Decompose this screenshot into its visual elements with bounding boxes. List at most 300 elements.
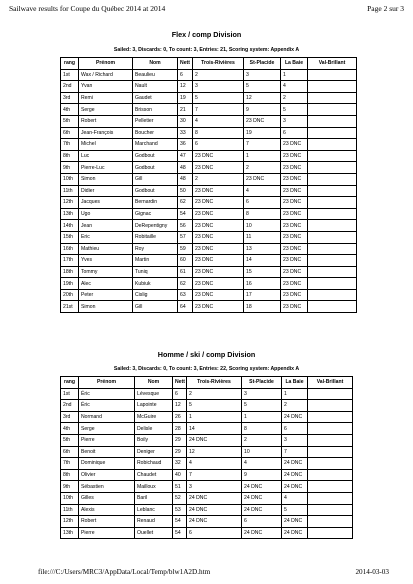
trois-rivieres-cell: 23 DNC (193, 255, 244, 267)
table-row (61, 220, 357, 232)
rank-cell: 11th (61, 185, 79, 197)
st-placide-cell: 18 (244, 301, 281, 313)
table-row (61, 446, 353, 458)
trois-rivieres-cell: 24 DNC (187, 504, 242, 516)
nett-cell: 12 (178, 81, 193, 93)
val-brillant-cell (308, 81, 357, 93)
rank-cell: 9th (61, 162, 79, 174)
la-baie-cell: 23 DNC (281, 278, 308, 290)
val-brillant-cell (308, 458, 353, 470)
trois-rivieres-cell: 23 DNC (193, 243, 244, 255)
first-name-cell: Yves (79, 255, 133, 267)
nett-cell: 40 (173, 469, 187, 481)
table-row (61, 243, 357, 255)
trois-rivieres-cell: 5 (193, 92, 244, 104)
la-baie-cell: 2 (281, 92, 308, 104)
trois-rivieres-cell: 2 (193, 69, 244, 81)
nett-cell: 12 (173, 400, 187, 412)
val-brillant-cell (308, 446, 353, 458)
nett-cell: 59 (178, 243, 193, 255)
table-row (61, 139, 357, 151)
val-brillant-cell (308, 127, 357, 139)
last-name-cell: Baril (135, 492, 173, 504)
rank-cell: 20th (61, 289, 79, 301)
rank-cell: 6th (61, 446, 79, 458)
table-row (61, 255, 357, 267)
division-summary-flex: Sailed: 3, Discards: 0, To count: 3, Entries: 21, Scoring system: Appendix A (113, 47, 300, 53)
results-table-flex (60, 57, 357, 313)
rank-cell: 14th (61, 220, 79, 232)
trois-rivieres-cell: 14 (187, 423, 242, 435)
rank-cell: 15th (61, 231, 79, 243)
val-brillant-cell (308, 469, 353, 481)
last-name-cell: McGuire (135, 411, 173, 423)
st-placide-cell: 6 (242, 516, 282, 528)
la-baie-cell: 23 DNC (281, 301, 308, 313)
rank-cell: 4th (61, 423, 79, 435)
table-row (61, 289, 357, 301)
table-row (61, 92, 357, 104)
st-placide-cell: 3 (244, 69, 281, 81)
table-row (61, 516, 353, 528)
rank-cell: 11th (61, 504, 79, 516)
st-placide-cell: 9 (242, 469, 282, 481)
table-header-row (61, 377, 353, 389)
first-name-cell: Benoit (79, 446, 135, 458)
la-baie-cell: 23 DNC (281, 231, 308, 243)
nett-cell: 53 (173, 504, 187, 516)
nett-cell: 62 (178, 197, 193, 209)
val-brillant-cell (308, 423, 353, 435)
print-header (9, 4, 404, 14)
nett-cell: 29 (173, 446, 187, 458)
la-baie-cell: 3 (281, 115, 308, 127)
first-name-cell: Robert (79, 516, 135, 528)
table-row (61, 115, 357, 127)
trois-rivieres-cell: 24 DNC (187, 492, 242, 504)
val-brillant-cell (308, 504, 353, 516)
first-name-cell: Serge (79, 104, 133, 116)
table-row (61, 423, 353, 435)
trois-rivieres-cell: 2 (193, 173, 244, 185)
rank-cell: 17th (61, 255, 79, 267)
val-brillant-cell (308, 481, 353, 493)
first-name-cell: Ugo (79, 208, 133, 220)
table-row (61, 231, 357, 243)
st-placide-cell: 6 (244, 197, 281, 209)
first-name-cell: Olivier (79, 469, 135, 481)
nett-cell: 48 (178, 173, 193, 185)
rank-cell: 1st (61, 69, 79, 81)
st-placide-cell: 24 DNC (242, 481, 282, 493)
trois-rivieres-cell: 8 (193, 127, 244, 139)
nett-cell: 54 (178, 208, 193, 220)
last-name-cell: Cislig (133, 289, 178, 301)
nett-cell: 56 (178, 220, 193, 232)
table-row (61, 150, 357, 162)
st-placide-cell: 10 (244, 220, 281, 232)
last-name-cell: Robichaud (135, 458, 173, 470)
nett-cell: 54 (173, 527, 187, 539)
st-placide-cell: 4 (244, 185, 281, 197)
la-baie-cell: 4 (282, 492, 308, 504)
nett-cell: 47 (178, 150, 193, 162)
rank-cell: 21st (61, 301, 79, 313)
st-placide-cell: 19 (244, 127, 281, 139)
rank-cell: 7th (61, 139, 79, 151)
val-brillant-cell (308, 266, 357, 278)
nett-cell: 48 (178, 162, 193, 174)
rank-cell: 3rd (61, 411, 79, 423)
trois-rivieres-cell: 24 DNC (187, 434, 242, 446)
nett-cell: 63 (178, 289, 193, 301)
val-brillant-cell (308, 527, 353, 539)
first-name-cell: Remi (79, 92, 133, 104)
first-name-cell: Simon (79, 301, 133, 313)
la-baie-cell: 23 DNC (281, 243, 308, 255)
trois-rivieres-cell: 23 DNC (193, 208, 244, 220)
column-header: Prénom (79, 58, 133, 70)
last-name-cell: Chaudet (135, 469, 173, 481)
division-title-flex: Flex / comp Division (171, 30, 242, 39)
nett-cell: 61 (178, 266, 193, 278)
page-number: Page 2 sur 3 (367, 4, 404, 13)
table-row (61, 527, 353, 539)
st-placide-cell: 8 (244, 208, 281, 220)
last-name-cell: Renaud (135, 516, 173, 528)
first-name-cell: Sébastien (79, 481, 135, 493)
first-name-cell: Alec (79, 278, 133, 290)
table-row (61, 197, 357, 209)
last-name-cell: Brisson (133, 104, 178, 116)
trois-rivieres-cell: 6 (187, 527, 242, 539)
trois-rivieres-cell: 7 (187, 469, 242, 481)
trois-rivieres-cell: 23 DNC (193, 231, 244, 243)
trois-rivieres-cell: 2 (187, 388, 242, 400)
st-placide-cell: 16 (244, 278, 281, 290)
nett-cell: 6 (178, 69, 193, 81)
column-header: Trois-Rivières (193, 58, 244, 70)
val-brillant-cell (308, 115, 357, 127)
nett-cell: 30 (178, 115, 193, 127)
st-placide-cell: 2 (242, 434, 282, 446)
trois-rivieres-cell: 23 DNC (193, 197, 244, 209)
last-name-cell: Leblanc (135, 504, 173, 516)
nett-cell: 32 (173, 458, 187, 470)
table-row (61, 266, 357, 278)
last-name-cell: Boucher (133, 127, 178, 139)
la-baie-cell: 23 DNC (281, 289, 308, 301)
first-name-cell: Wax / Richard (79, 69, 133, 81)
table-row (61, 104, 357, 116)
first-name-cell: Gilles (79, 492, 135, 504)
la-baie-cell: 24 DNC (282, 481, 308, 493)
table-row (61, 185, 357, 197)
table-row (61, 481, 353, 493)
trois-rivieres-cell: 23 DNC (193, 162, 244, 174)
nett-cell: 21 (178, 104, 193, 116)
la-baie-cell: 5 (281, 104, 308, 116)
st-placide-cell: 3 (242, 388, 282, 400)
la-baie-cell: 3 (282, 434, 308, 446)
last-name-cell: Deniger (135, 446, 173, 458)
trois-rivieres-cell: 6 (193, 139, 244, 151)
nett-cell: 28 (173, 423, 187, 435)
la-baie-cell: 23 DNC (281, 150, 308, 162)
table-row (61, 469, 353, 481)
nett-cell: 51 (173, 481, 187, 493)
val-brillant-cell (308, 197, 357, 209)
first-name-cell: Éric (79, 388, 135, 400)
column-header: Val-Brillant (308, 58, 357, 70)
last-name-cell: Gill (133, 173, 178, 185)
column-header: rang (61, 58, 79, 70)
val-brillant-cell (308, 208, 357, 220)
column-header: Trois-Rivières (187, 377, 242, 389)
st-placide-cell: 5 (242, 400, 282, 412)
last-name-cell: Nault (133, 81, 178, 93)
table-row (61, 411, 353, 423)
table-row (61, 173, 357, 185)
last-name-cell: Delisle (135, 423, 173, 435)
trois-rivieres-cell: 23 DNC (193, 185, 244, 197)
trois-rivieres-cell: 23 DNC (193, 150, 244, 162)
file-path: file:///C:/Users/MRC3/AppData/Local/Temp/blw1A2D.htm (38, 568, 211, 576)
first-name-cell: Yvan (79, 81, 133, 93)
rank-cell: 3rd (61, 92, 79, 104)
rank-cell: 8th (61, 150, 79, 162)
first-name-cell: Peter (79, 289, 133, 301)
trois-rivieres-cell: 12 (187, 446, 242, 458)
st-placide-cell: 24 DNC (242, 504, 282, 516)
nett-cell: 26 (173, 411, 187, 423)
rank-cell: 19th (61, 278, 79, 290)
column-header: Prénom (79, 377, 135, 389)
print-date: 2014-03-03 (355, 568, 389, 576)
first-name-cell: Pierre (79, 434, 135, 446)
rank-cell: 4th (61, 104, 79, 116)
nett-cell: 54 (173, 516, 187, 528)
st-placide-cell: 14 (244, 255, 281, 267)
first-name-cell: Pierre-Luc (79, 162, 133, 174)
nett-cell: 33 (178, 127, 193, 139)
st-placide-cell: 8 (242, 423, 282, 435)
st-placide-cell: 17 (244, 289, 281, 301)
val-brillant-cell (308, 69, 357, 81)
st-placide-cell: 7 (244, 139, 281, 151)
nett-cell: 19 (178, 92, 193, 104)
column-header: Nett (173, 377, 187, 389)
last-name-cell: Godbout (133, 150, 178, 162)
last-name-cell: Gignac (133, 208, 178, 220)
rank-cell: 10th (61, 492, 79, 504)
first-name-cell: Tommy (79, 266, 133, 278)
column-header: La Baie (282, 377, 308, 389)
last-name-cell: Beaulieu (133, 69, 178, 81)
la-baie-cell: 23 DNC (281, 185, 308, 197)
rank-cell: 13th (61, 208, 79, 220)
la-baie-cell: 23 DNC (281, 266, 308, 278)
val-brillant-cell (308, 104, 357, 116)
st-placide-cell: 11 (244, 231, 281, 243)
val-brillant-cell (308, 162, 357, 174)
column-header: Nett (178, 58, 193, 70)
table-row (61, 162, 357, 174)
st-placide-cell: 2 (244, 162, 281, 174)
first-name-cell: Didier (79, 185, 133, 197)
last-name-cell: Boily (135, 434, 173, 446)
table-header-row (61, 58, 357, 70)
table-row (61, 458, 353, 470)
la-baie-cell: 1 (281, 69, 308, 81)
la-baie-cell: 7 (282, 446, 308, 458)
column-header: St-Placide (242, 377, 282, 389)
last-name-cell: Martin (133, 255, 178, 267)
last-name-cell: Tuniq (133, 266, 178, 278)
column-header: St-Placide (244, 58, 281, 70)
trois-rivieres-cell: 23 DNC (193, 266, 244, 278)
first-name-cell: Jean (79, 220, 133, 232)
last-name-cell: Godbout (133, 185, 178, 197)
rank-cell: 13th (61, 527, 79, 539)
rank-cell: 12th (61, 516, 79, 528)
trois-rivieres-cell: 7 (193, 104, 244, 116)
nett-cell: 6 (173, 388, 187, 400)
la-baie-cell: 23 DNC (281, 173, 308, 185)
val-brillant-cell (308, 301, 357, 313)
last-name-cell: Mailloux (135, 481, 173, 493)
results-table-homme (60, 376, 353, 539)
first-name-cell: Pierre (79, 527, 135, 539)
nett-cell: 57 (178, 231, 193, 243)
column-header: rang (61, 377, 79, 389)
print-header-title: Sailwave results for Coupe du Québec 2014 at 2014 (9, 4, 166, 13)
rank-cell: 2nd (61, 81, 79, 93)
first-name-cell: Jacques (79, 197, 133, 209)
la-baie-cell: 6 (281, 127, 308, 139)
nett-cell: 36 (178, 139, 193, 151)
first-name-cell: Serge (79, 423, 135, 435)
la-baie-cell: 6 (282, 423, 308, 435)
val-brillant-cell (308, 278, 357, 290)
rank-cell: 1st (61, 388, 79, 400)
rank-cell: 6th (61, 127, 79, 139)
trois-rivieres-cell: 23 DNC (193, 220, 244, 232)
column-header: La Baie (281, 58, 308, 70)
nett-cell: 62 (178, 278, 193, 290)
la-baie-cell: 23 DNC (281, 255, 308, 267)
trois-rivieres-cell: 23 DNC (193, 278, 244, 290)
last-name-cell: Pelletier (133, 115, 178, 127)
column-header: Val-Brillant (308, 377, 353, 389)
la-baie-cell: 24 DNC (282, 458, 308, 470)
table-row (61, 400, 353, 412)
la-baie-cell: 24 DNC (282, 516, 308, 528)
nett-cell: 60 (178, 255, 193, 267)
rank-cell: 5th (61, 115, 79, 127)
val-brillant-cell (308, 220, 357, 232)
st-placide-cell: 9 (244, 104, 281, 116)
first-name-cell: Alexis (79, 504, 135, 516)
table-row (61, 301, 357, 313)
last-name-cell: Lévesque (135, 388, 173, 400)
table-row (61, 504, 353, 516)
val-brillant-cell (308, 231, 357, 243)
val-brillant-cell (308, 139, 357, 151)
last-name-cell: Roy (133, 243, 178, 255)
rank-cell: 18th (61, 266, 79, 278)
la-baie-cell: 23 DNC (281, 220, 308, 232)
nett-cell: 50 (178, 185, 193, 197)
st-placide-cell: 24 DNC (242, 527, 282, 539)
rank-cell: 9th (61, 481, 79, 493)
last-name-cell: Lapointe (135, 400, 173, 412)
trois-rivieres-cell: 23 DNC (193, 289, 244, 301)
la-baie-cell: 23 DNC (281, 208, 308, 220)
table-row (61, 492, 353, 504)
nett-cell: 52 (173, 492, 187, 504)
rank-cell: 7th (61, 458, 79, 470)
trois-rivieres-cell: 4 (187, 458, 242, 470)
table-row (61, 278, 357, 290)
st-placide-cell: 13 (244, 243, 281, 255)
val-brillant-cell (308, 411, 353, 423)
table-row (61, 69, 357, 81)
st-placide-cell: 23 DNC (244, 115, 281, 127)
la-baie-cell: 23 DNC (281, 139, 308, 151)
rank-cell: 8th (61, 469, 79, 481)
trois-rivieres-cell: 24 DNC (187, 516, 242, 528)
print-footer (38, 568, 389, 578)
nett-cell: 29 (173, 434, 187, 446)
table-row (61, 208, 357, 220)
table-row (61, 81, 357, 93)
trois-rivieres-cell: 5 (187, 400, 242, 412)
val-brillant-cell (308, 173, 357, 185)
last-name-cell: Ouellet (135, 527, 173, 539)
table-row (61, 127, 357, 139)
rank-cell: 10th (61, 173, 79, 185)
st-placide-cell: 24 DNC (242, 492, 282, 504)
la-baie-cell: 24 DNC (282, 411, 308, 423)
la-baie-cell: 2 (282, 400, 308, 412)
last-name-cell: Kubiuk (133, 278, 178, 290)
trois-rivieres-cell: 4 (193, 115, 244, 127)
trois-rivieres-cell: 23 DNC (193, 301, 244, 313)
st-placide-cell: 5 (244, 81, 281, 93)
division-title-homme: Homme / ski / comp Division (157, 350, 256, 359)
trois-rivieres-cell: 1 (187, 411, 242, 423)
last-name-cell: Godbout (133, 162, 178, 174)
last-name-cell: DeRepentigny (133, 220, 178, 232)
st-placide-cell: 15 (244, 266, 281, 278)
la-baie-cell: 23 DNC (281, 162, 308, 174)
la-baie-cell: 4 (281, 81, 308, 93)
val-brillant-cell (308, 255, 357, 267)
last-name-cell: Marchand (133, 139, 178, 151)
first-name-cell: Normand (79, 411, 135, 423)
last-name-cell: Robitaille (133, 231, 178, 243)
table-row (61, 434, 353, 446)
last-name-cell: Gaudet (133, 92, 178, 104)
val-brillant-cell (308, 434, 353, 446)
nett-cell: 64 (178, 301, 193, 313)
division-summary-homme: Sailed: 3, Discards: 0, To count: 3, Entries: 22, Scoring system: Appendix A (113, 366, 300, 372)
la-baie-cell: 24 DNC (282, 527, 308, 539)
first-name-cell: Mathieu (79, 243, 133, 255)
st-placide-cell: 10 (242, 446, 282, 458)
rank-cell: 2nd (61, 400, 79, 412)
